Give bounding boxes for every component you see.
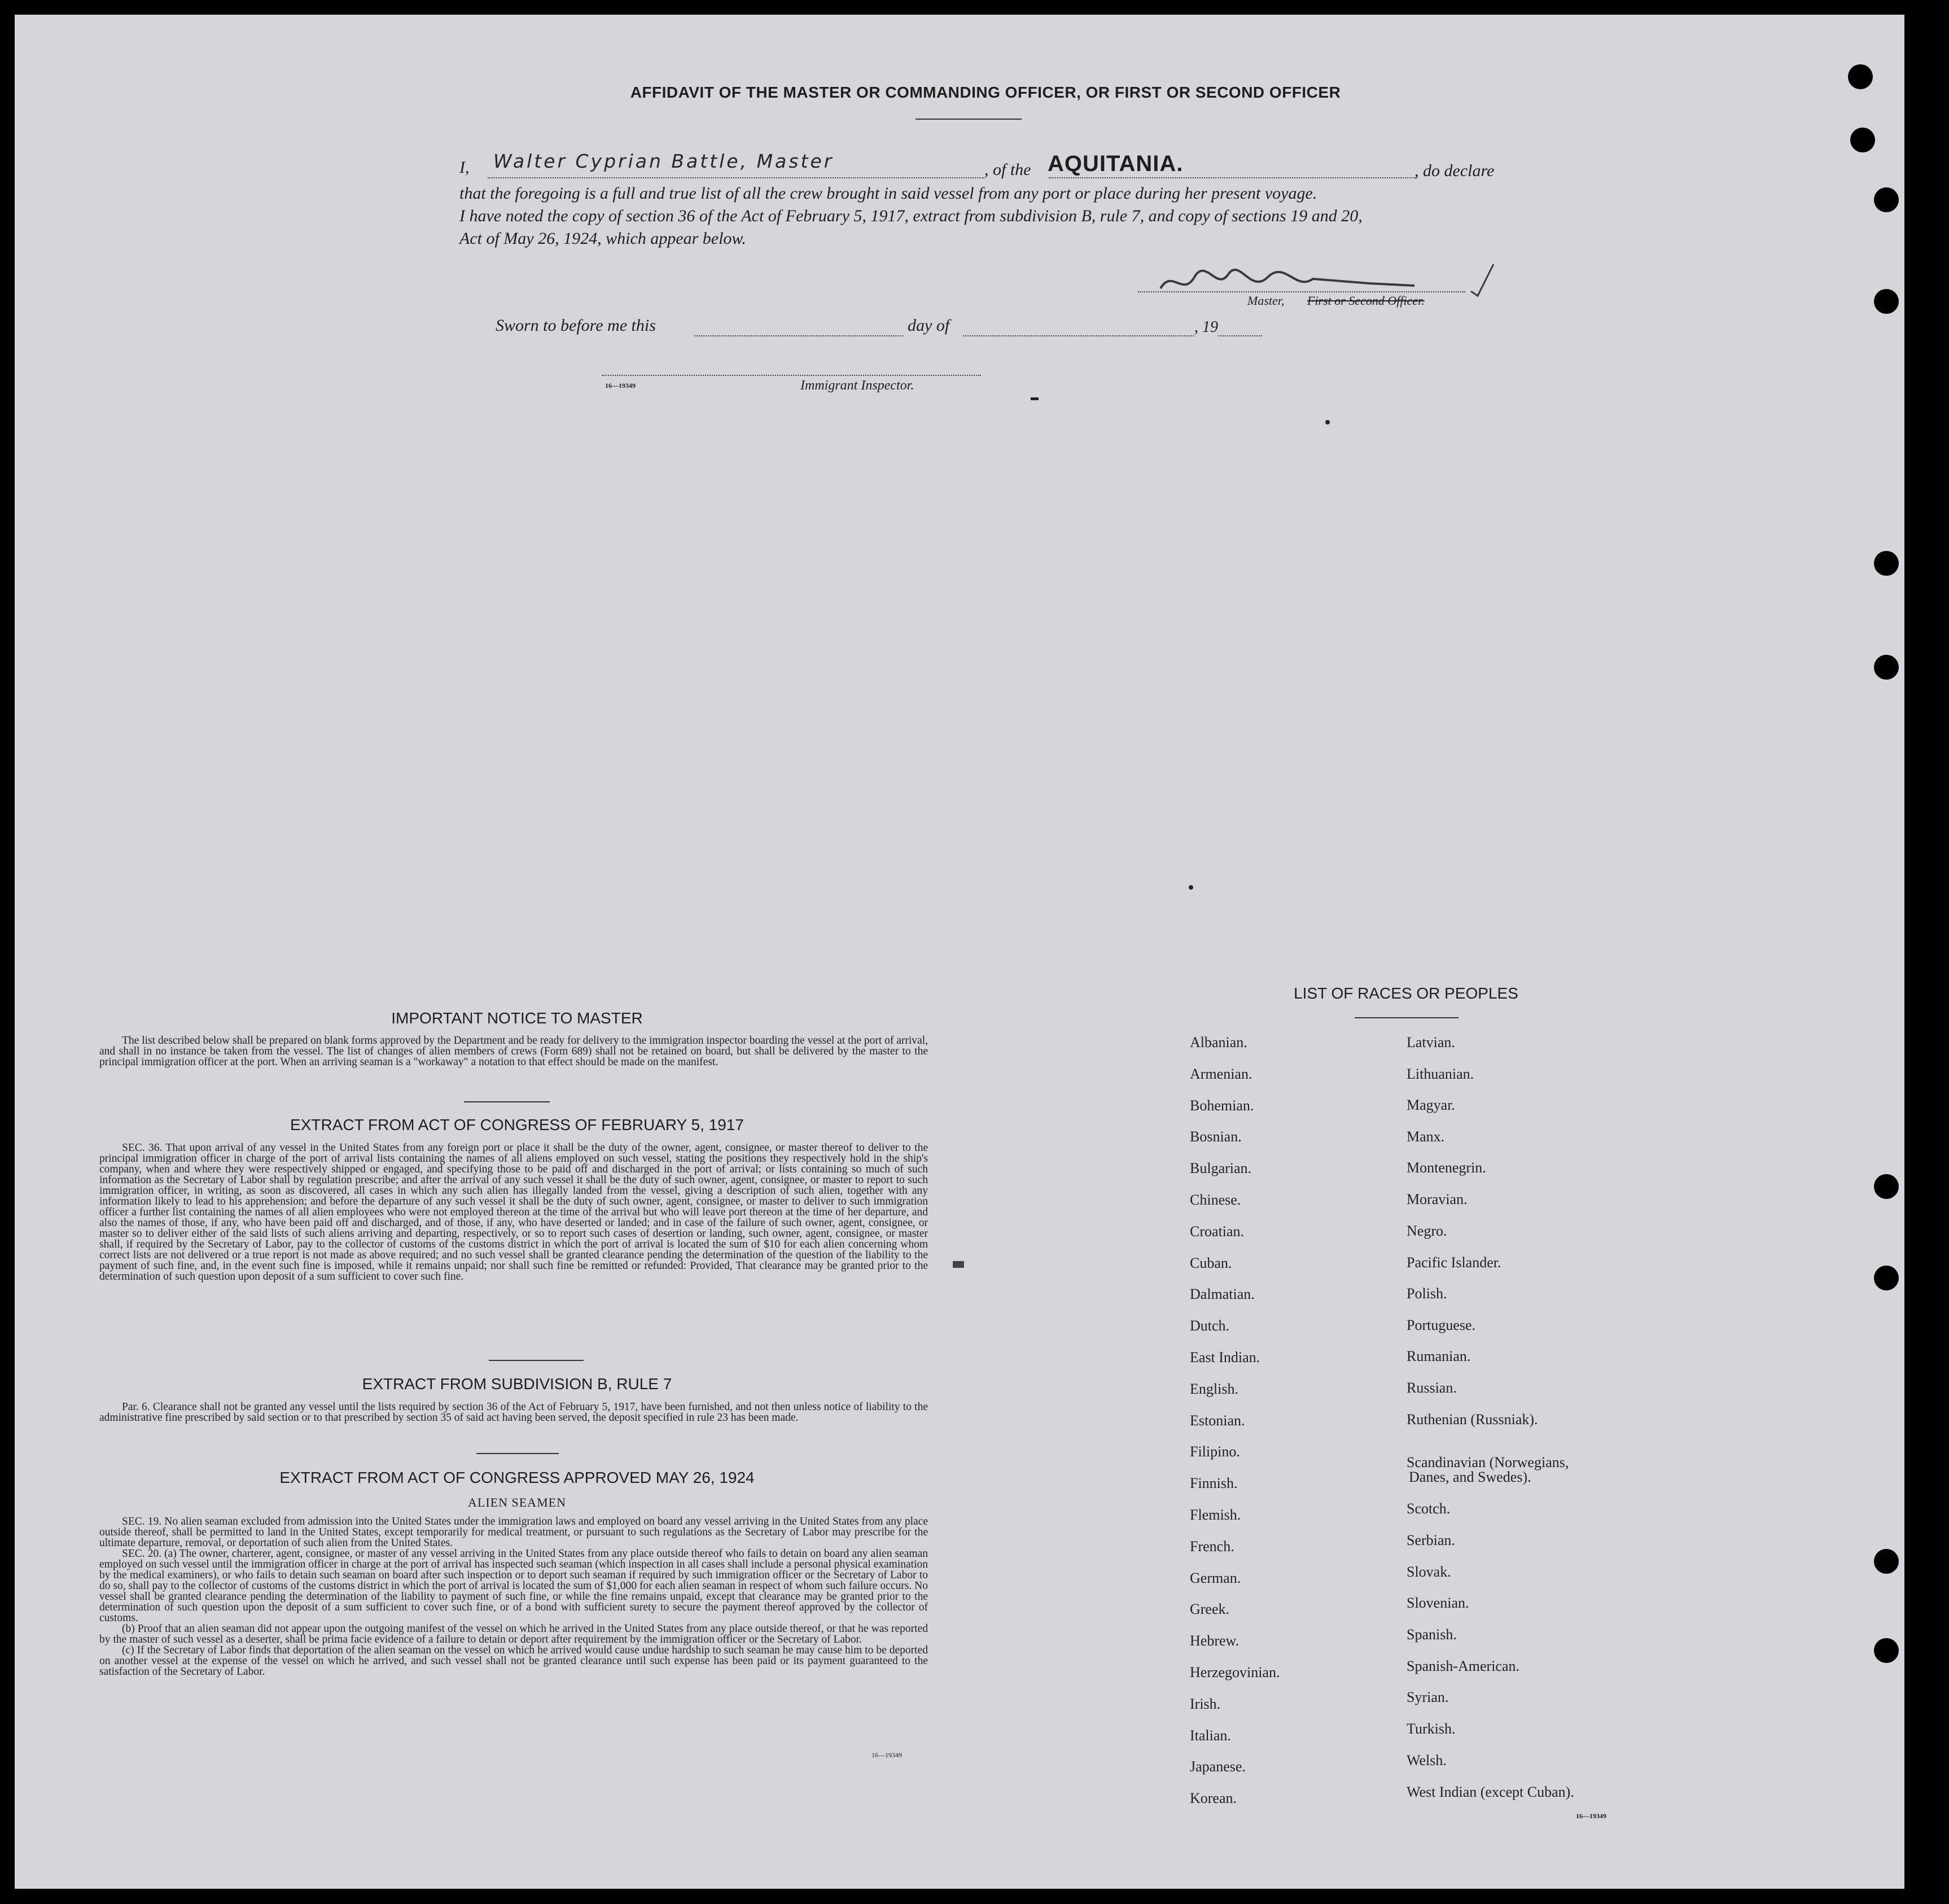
punch-hole	[1850, 128, 1875, 152]
notice-paragraph: The list described below shall be prepared on blank forms approved by the Department and be ready for delivery to the immigration inspector boarding the vessel at the port of arrival, and shall in no instance be taken from the vessel. The list of changes of alien members of crews (Form 689) shall not be retained on board, but shall be delivered by the master to the principal immigration officer at the port. When an arriving seaman is a "workaway" a notation to that effect should be made on the manifest.	[99, 1035, 928, 1068]
race-item: Slovak.	[1407, 1564, 1451, 1580]
notice-form-number: 16—19349	[871, 1751, 902, 1759]
races-form-number: 16—19349	[1576, 1812, 1606, 1820]
race-item: Russian.	[1407, 1380, 1457, 1396]
section-20b-paragraph: (b) Proof that an alien seaman did not appear upon the outgoing manifest of the vessel on which he arrived in the United States from any place outside thereof, or that he was reported by the master of such vessel as a deserter, shall be prima facie evidence of a failure to detain or deport after requirement by the immigration officer or the Secretary of Labor.	[99, 1623, 928, 1645]
race-item: Dalmatian.	[1190, 1286, 1255, 1303]
sworn-label: Sworn to before me this	[496, 316, 656, 335]
race-item: Spanish-American.	[1407, 1658, 1520, 1674]
race-item: German.	[1190, 1569, 1241, 1586]
race-item: Pacific Islander.	[1407, 1254, 1501, 1271]
extract-1917-body	[99, 1143, 928, 1282]
race-item: Herzegovinian.	[1190, 1664, 1280, 1680]
race-item: Latvian.	[1407, 1034, 1455, 1051]
punch-hole	[1874, 1549, 1899, 1574]
race-item: Korean.	[1190, 1790, 1237, 1807]
race-item: Ruthenian (Russniak).	[1407, 1411, 1538, 1428]
punch-hole	[1874, 655, 1899, 680]
race-item: Dutch.	[1190, 1318, 1230, 1334]
struck-officer-label: First or Second Officer.	[1307, 294, 1425, 308]
race-item: Finnish.	[1190, 1475, 1238, 1492]
master-name-field: Walter Cyprian Battle, Master	[493, 150, 834, 172]
race-item: Rumanian.	[1407, 1348, 1471, 1364]
race-item: Turkish.	[1407, 1721, 1456, 1737]
races-heading: LIST OF RACES OR PEOPLES	[1294, 984, 1518, 1002]
section-rule	[464, 1101, 550, 1102]
extract-rule7-heading: EXTRACT FROM SUBDIVISION B, RULE 7	[362, 1375, 672, 1393]
document-page	[15, 15, 1904, 1889]
punch-hole	[1874, 187, 1899, 212]
master-name-line	[488, 177, 984, 178]
race-item: Bosnian.	[1190, 1128, 1242, 1145]
alien-seamen-subheading: ALIEN SEAMEN	[468, 1495, 566, 1509]
year-label: , 19	[1194, 318, 1218, 336]
race-item: Croatian.	[1190, 1223, 1245, 1240]
section-rule	[489, 1360, 584, 1361]
race-item: Manx.	[1407, 1128, 1445, 1145]
extract-rule7-body	[99, 1402, 928, 1423]
declaration-line-4: Act of May 26, 1924, which appear below.	[459, 229, 746, 248]
race-item: Irish.	[1190, 1695, 1221, 1712]
race-item: Cuban.	[1190, 1254, 1232, 1271]
declaration-i: I,	[459, 158, 470, 177]
sworn-date-line	[694, 335, 903, 336]
punch-hole	[1874, 289, 1899, 314]
punch-hole	[1874, 1638, 1899, 1663]
extract-1917-heading: EXTRACT FROM ACT OF CONGRESS OF FEBRUARY 5, 1917	[290, 1116, 744, 1133]
race-item: Negro.	[1407, 1223, 1447, 1239]
declaration-line-2: that the foregoing is a full and true list of all the crew brought in said vessel from any port or place during her present voyage.	[459, 184, 1317, 203]
title-rule	[916, 119, 1022, 120]
race-item: Slovenian.	[1407, 1595, 1469, 1611]
race-item: Lithuanian.	[1407, 1066, 1474, 1082]
section-19-paragraph: SEC. 19. No alien seaman excluded from admission into the United States under the immigration laws and employed on board any vessel arriving in the United States from any place outside thereof, shall be permitted to land in the United States, except temporarily for medical treatment, or pursuant to such regulations as the Secretary of Labor may prescribe for the ultimate departure, removal, or deportation of such alien from the United States.	[99, 1516, 928, 1549]
notice-body	[99, 1035, 928, 1067]
vessel-name: AQUITANIA.	[1048, 151, 1184, 176]
race-item: West Indian (except Cuban).	[1407, 1784, 1574, 1800]
extract-1924-body	[99, 1516, 928, 1677]
race-item: Welsh.	[1407, 1752, 1447, 1769]
section-20a-paragraph: SEC. 20. (a) The owner, charterer, agent, consignee, or master of any vessel arriving in the United States from any place outside thereof who fails to detain on board any alien seaman employed on such vessel until the immigration officer in charge at the port of arrival has inspected such seaman (which inspection in all cases shall include a personal physical examination by the medical examiners), or who fails to detain such seaman on board after such inspection or to deport such seaman if required by such immigration officer or the Secretary of Labor to do so, shall pay to the collector of customs of the customs district in which the port of arrival is located the sum of $1,000 for each alien seaman in respect of whom such failure occurs. No vessel shall be granted clearance pending the determination of the liability to payment of such fine, or while the fine remains unpaid, except that clearance may be granted prior to the determination of such question upon the deposit of a sum sufficient to cover such fine, or of a bond with sufficient surety to secure the payment thereof approved by the collector of customs.	[99, 1548, 928, 1624]
inspector-line	[602, 375, 981, 376]
race-item: Scotch.	[1407, 1500, 1451, 1517]
affidavit-title: AFFIDAVIT OF THE MASTER OR COMMANDING OFFICER, OR FIRST OR SECOND OFFICER	[630, 84, 1341, 101]
race-item: Bohemian.	[1190, 1097, 1254, 1114]
section-rule	[476, 1453, 559, 1454]
punch-hole	[1874, 551, 1899, 576]
race-item: Filipino.	[1190, 1443, 1240, 1460]
race-item: Moravian.	[1407, 1191, 1468, 1207]
vessel-line	[1049, 177, 1417, 178]
race-item: Montenegrin.	[1407, 1159, 1486, 1176]
race-item: French.	[1190, 1538, 1234, 1555]
punch-hole	[1874, 1174, 1899, 1199]
stray-mark	[1325, 420, 1330, 424]
race-item: Chinese.	[1190, 1192, 1241, 1208]
day-of-label: day of	[908, 316, 950, 335]
month-line	[963, 335, 1194, 336]
inspector-label: Immigrant Inspector.	[800, 378, 914, 393]
race-item: Flemish.	[1190, 1507, 1241, 1523]
race-item: Albanian.	[1190, 1034, 1247, 1051]
race-item: Syrian.	[1407, 1689, 1449, 1705]
year-line	[1218, 335, 1262, 336]
signature-line	[1138, 291, 1465, 292]
race-item: Portuguese.	[1407, 1317, 1476, 1333]
race-item: Hebrew.	[1190, 1632, 1240, 1649]
races-rule	[1355, 1017, 1459, 1018]
race-scandinavian-continued: Danes, and Swedes).	[1409, 1469, 1531, 1485]
race-item: Armenian.	[1190, 1065, 1252, 1082]
punch-hole	[1848, 64, 1873, 89]
declaration-line-3: I have noted the copy of section 36 of the Act of February 5, 1917, extract from subdivision B, rule 7, and copy of sections 19 and 20,	[459, 207, 1363, 225]
race-item: Bulgarian.	[1190, 1160, 1252, 1177]
master-label: Master,	[1247, 294, 1285, 308]
punch-hole	[1874, 1266, 1899, 1290]
section-36-paragraph: SEC. 36. That upon arrival of any vessel in the United States from any foreign port or place it shall be the duty of the owner, agent, consignee, or master thereof to deliver to the principal immigration officer in charge of the port of arrival lists containing the names of all aliens employed on such vessel, stating the positions they respectively hold in the ship's company, when and where they were respectively shipped or engaged, and specifying those to be paid off and discharged in the port of arrival; or lists containing so much of such information as the Secretary of Labor shall by regulation prescribe; and after the arrival of any such vessel it shall be the duty of such owner, agent, consignee, or master to report to such immigration officer, in writing, as soon as discovered, all cases in which any such alien has illegally landed from the vessel, giving a description of such alien, together with any information likely to lead to his apprehension; and before the departure of any such vessel it shall be the duty of such owner, agent, consignee, or master to deliver to such immigration officer a further list containing the names of all alien employees who were not employed thereon at the time of the arrival but who will leave port thereon at the time of her departure, and also the names of those, if any, who have been paid off and discharged, and of those, if any, who have deserted or landed; and in case of the failure of such owner, agent, consignee, or master so to deliver either of the said lists of such aliens arriving and departing, respectively, or so to report such cases of desertion or landing, such owner, agent, consignee, or master shall, if required by the Secretary of Labor, pay to the collector of customs of the customs district in which the port of arrival is located the sum of $10 for each alien concerning whom correct lists are not delivered or a true report is not made as above required; and no such vessel shall be granted clearance pending the determination of the question of the liability to the payment of such fine, and, in the event such fine is imposed, while it remains unpaid; nor shall such fine be remitted or refunded: Provided, That clearance may be granted prior to the determination of such question upon deposit of a sum sufficient to cover such fine.	[99, 1142, 928, 1283]
race-item: Japanese.	[1190, 1758, 1246, 1775]
race-item: Magyar.	[1407, 1097, 1455, 1113]
of-the-label: , of the	[984, 160, 1031, 179]
stray-mark	[1189, 885, 1193, 890]
race-item: East Indian.	[1190, 1349, 1260, 1365]
stray-mark	[1031, 397, 1039, 400]
race-item: Estonian.	[1190, 1412, 1245, 1429]
race-item: Serbian.	[1407, 1532, 1455, 1548]
notice-heading: IMPORTANT NOTICE TO MASTER	[391, 1009, 643, 1027]
stray-mark	[953, 1261, 964, 1268]
affidavit-form-number: 16—19349	[605, 382, 636, 389]
do-declare-label: , do declare	[1414, 161, 1495, 180]
race-item: Italian.	[1190, 1727, 1231, 1744]
extract-1924-heading: EXTRACT FROM ACT OF CONGRESS APPROVED MAY 26, 1924	[279, 1469, 755, 1486]
race-item: Spanish.	[1407, 1626, 1457, 1643]
race-item: Greek.	[1190, 1601, 1230, 1618]
section-20c-paragraph: (c) If the Secretary of Labor finds that deportation of the alien seaman on the vessel on which he arrived would cause undue hardship to such seaman he may cause him to be deported on another vessel at the expense of the vessel on which he arrived, and such vessel shall not be granted clearance until such expense has been paid or its payment guaranteed to the satisfaction of the Secretary of Labor.	[99, 1644, 928, 1678]
race-item: English.	[1190, 1380, 1238, 1397]
paragraph-6: Par. 6. Clearance shall not be granted any vessel until the lists required by section 36 of the Act of February 5, 1917, have been furnished, and not then unless notice of liability to the administrative fine prescribed by said section or to that prescribed by section 35 of said act having been served, the deposit specified in rule 23 has been made.	[99, 1401, 928, 1424]
race-item: Scandinavian (Norwegians,	[1407, 1454, 1569, 1470]
race-item: Polish.	[1407, 1285, 1447, 1302]
